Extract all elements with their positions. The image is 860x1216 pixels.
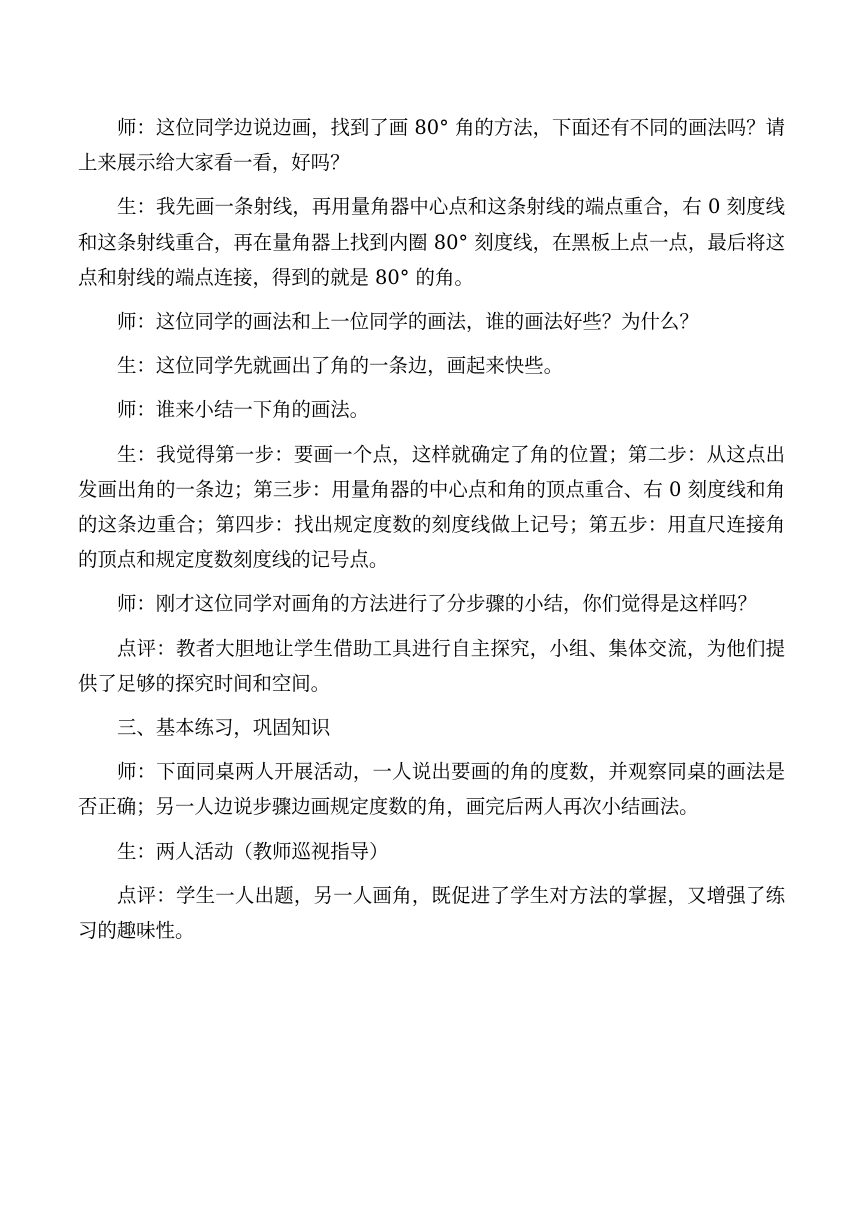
- paragraph-comment-exploration: 点评：教者大胆地让学生借助工具进行自主探究，小组、集体交流，为他们提供了足够的探究时间和空间。: [78, 636, 785, 695]
- paragraph-student-activity: 生：两人活动（教师巡视指导）: [117, 839, 389, 863]
- paragraph-teacher-summary-request: 师：谁来小结一下角的画法。: [117, 398, 370, 422]
- paragraph-teacher-confirm: 师：刚才这位同学对画角的方法进行了分步骤的小结，你们觉得是这样吗？: [117, 592, 757, 616]
- paragraph-student-answer: 生：这位同学先就画出了角的一条边，画起来快些。: [117, 354, 563, 378]
- paragraph-student-steps: 生：我觉得第一步：要画一个点，这样就确定了角的位置；第二步：从这点出发画出角的一条边；第三步：用量角器的中心点和角的顶点重合、右 0 刻度线和角的这条边重合；第四步：找出规定度数的刻度线做上记号；第五步：用直尺连接角的顶点和规定度数刻度线的记号点。: [78, 442, 785, 572]
- paragraph-student-method: 生：我先画一条射线，再用量角器中心点和这条射线的端点重合，右 0 刻度线和这条射线重合，再在量角器上找到内圈 80° 刻度线，在黑板上点一点，最后将这点和射线的端点连接，得到的就是 80° 的角。: [78, 195, 785, 289]
- document-page: [78, 110, 785, 948]
- paragraph-teacher-compare: 师：这位同学的画法和上一位同学的画法，谁的画法好些？为什么？: [117, 310, 699, 334]
- paragraph-comment-practice: 点评：学生一人出题，另一人画角，既促进了学生对方法的掌握，又增强了练习的趣味性。: [78, 883, 785, 943]
- section-heading-practice: 三、基本练习，巩固知识: [117, 716, 331, 740]
- paragraph-teacher-activity: 师：下面同桌两人开展活动，一人说出要画的角的度数，并观察同桌的画法是否正确；另一人边说步骤边画规定度数的角，画完后两人再次小结画法。: [78, 760, 785, 819]
- paragraph-teacher-question: 师：这位同学边说边画，找到了画 80° 角的方法，下面还有不同的画法吗？请上来展示给大家看一看，好吗？: [78, 116, 785, 175]
